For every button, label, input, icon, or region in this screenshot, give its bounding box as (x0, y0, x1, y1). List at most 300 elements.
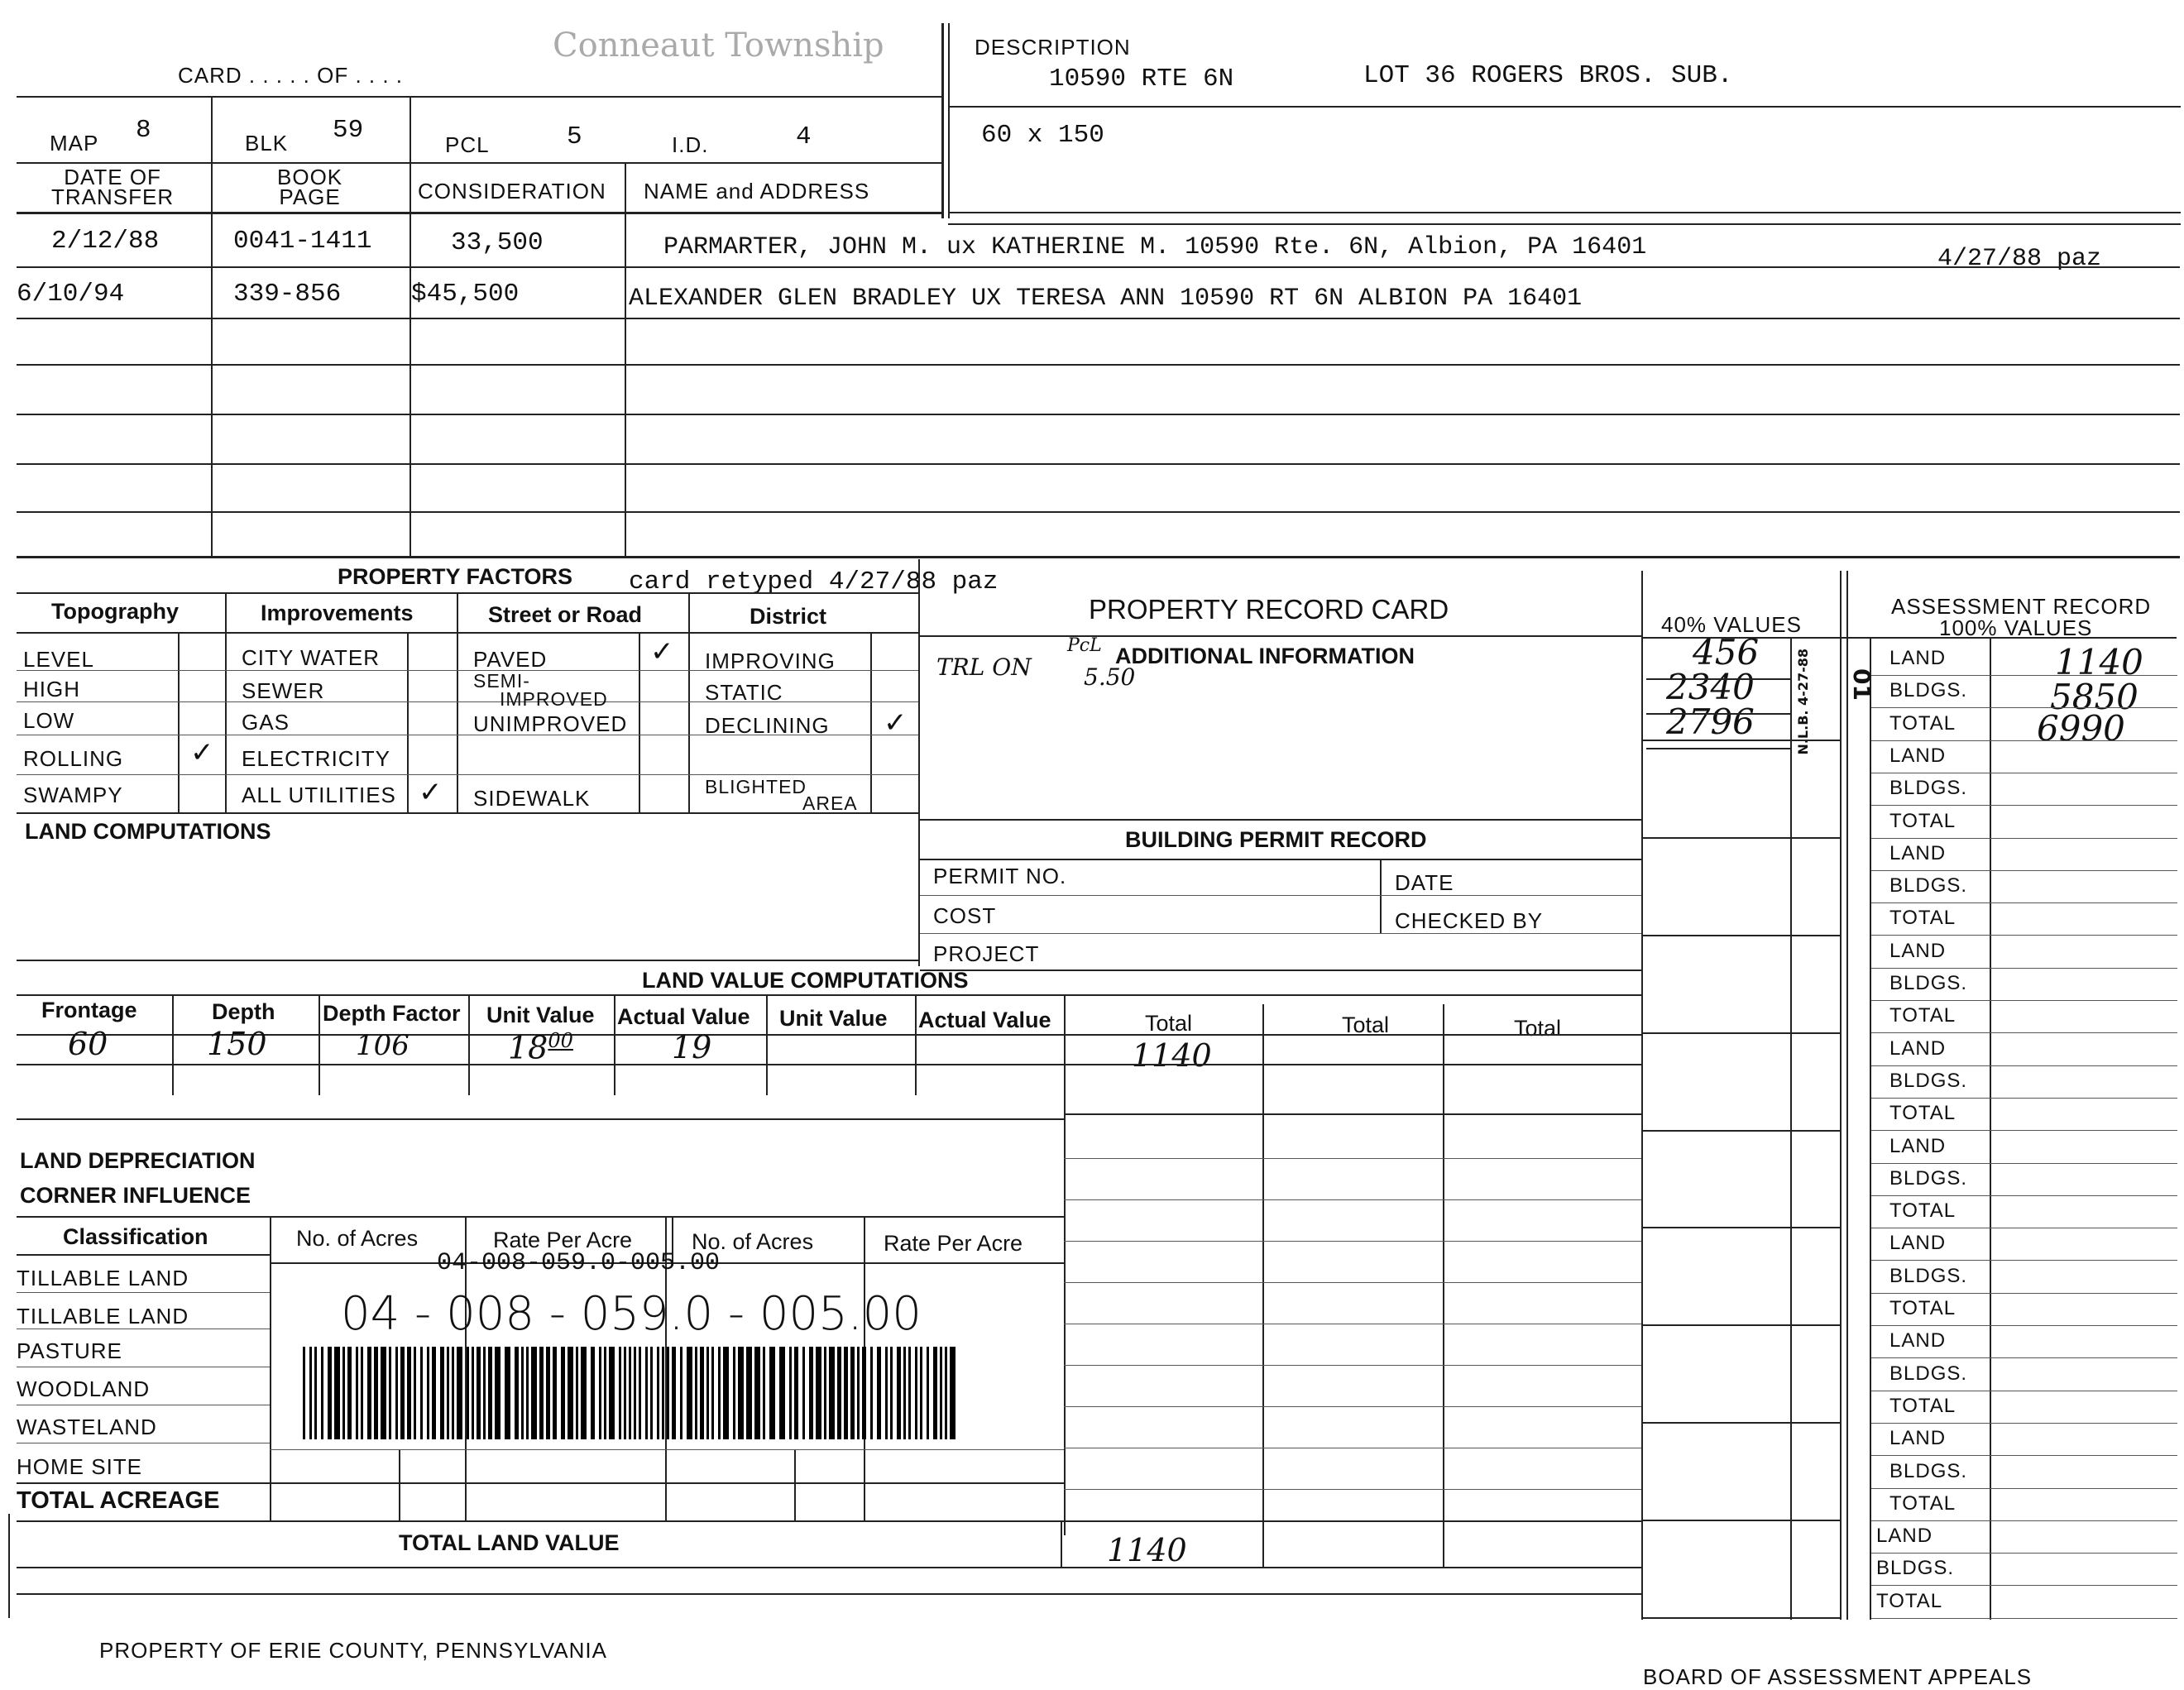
forty-land-value: 456 (1693, 632, 1760, 673)
assessment-row-rule (1871, 805, 2177, 806)
lvc-col-8 (1262, 1004, 1264, 1567)
acre-top-rule (17, 1216, 1064, 1218)
col-consid-left (410, 98, 411, 557)
additional-info-label: ADDITIONAL INFORMATION (1115, 644, 1415, 668)
pf-header-district: District (750, 604, 827, 629)
barcode-bar (877, 1347, 881, 1439)
form-left-edge (8, 1514, 10, 1618)
assessment-row-rule (1871, 870, 2177, 871)
barcode-bar (452, 1347, 454, 1439)
assessment-bldgs-label: BLDGS. (1889, 1166, 1968, 1190)
forty-values-group-rule (1643, 1130, 1842, 1132)
total-land-value-label: TOTAL LAND VALUE (399, 1530, 620, 1555)
assessment-total-label: TOTAL (1889, 907, 1956, 930)
assessment-row-rule (1871, 1455, 2177, 1456)
header-book-page: BOOK PAGE (277, 165, 343, 209)
barcode-bar (457, 1347, 462, 1439)
barcode-bar (367, 1347, 371, 1439)
barcode-bar (723, 1347, 729, 1439)
assessment-inner-rule (1870, 637, 1871, 1620)
pf-header-rule (17, 632, 918, 634)
forty-values-group-rule (1643, 1324, 1842, 1326)
assessment-row-rule (1871, 1195, 2177, 1196)
pf-col-2 (457, 594, 458, 812)
assessment-total-label: TOTAL (1889, 711, 1956, 735)
handwritten-pcl: PcL (1067, 635, 1102, 656)
lvc-unit-value (508, 1029, 573, 1066)
home-site-top-rule (270, 1449, 1064, 1450)
barcode-bar (356, 1347, 358, 1439)
land-computations-label: LAND COMPUTATIONS (25, 819, 271, 844)
barcode-bar (568, 1347, 573, 1439)
assessment-row-rule (1871, 902, 2177, 903)
assessment-row-rule (1871, 1553, 2177, 1554)
class-rule-6 (17, 1482, 1064, 1484)
blk-value: 59 (333, 116, 364, 145)
assessment-bldgs-label: BLDGS. (1889, 1459, 1968, 1482)
assessment-land-label: LAND (1889, 1329, 1947, 1352)
transfer-2-consideration: $45,500 (411, 280, 520, 309)
hundred-bldgs-value: 5850 (2050, 677, 2138, 717)
lvc-header-depth-factor: Depth Factor (323, 1001, 461, 1026)
barcode-bar (477, 1347, 481, 1439)
district-static: STATIC (705, 680, 783, 705)
topo-rolling-check: ✓ (190, 736, 214, 769)
assessment-land-label: LAND (1889, 647, 1947, 669)
assessment-land-label: LAND (1889, 1232, 1947, 1255)
assessment-land-label: LAND (1889, 939, 1947, 962)
hundred-land-value: 1140 (2055, 642, 2143, 682)
barcode-bar (763, 1347, 765, 1439)
pf-col-3 (688, 594, 690, 812)
lvc-header-total-2: Total (1342, 1013, 1390, 1037)
barcode-bar (824, 1347, 826, 1439)
blk-label: BLK (245, 131, 289, 156)
barcode-bar (789, 1347, 792, 1439)
tlv-bottom-rule (17, 1567, 1641, 1568)
lvc-right-row-rule (1064, 1199, 1641, 1200)
description-lot: LOT 36 ROGERS BROS. SUB. (1363, 61, 1733, 90)
forty-bldgs-value: 2340 (1666, 667, 1755, 707)
barcode-bar (374, 1347, 378, 1439)
values-mid-rule (1790, 637, 1792, 1620)
barcode-bar (488, 1347, 492, 1439)
barcode-bar (754, 1347, 760, 1439)
land-depreciation-label: LAND DEPRECIATION (20, 1148, 256, 1173)
lvc-depth-factor-value: 106 (356, 1029, 410, 1062)
barcode-bar (389, 1347, 391, 1439)
assessment-total-label: TOTAL (1889, 809, 1956, 832)
street-paved: PAVED (473, 647, 548, 672)
values-left-rule (1641, 571, 1643, 1620)
barcode-bar (581, 1347, 587, 1439)
class-pasture: PASTURE (17, 1338, 122, 1363)
topo-high: HIGH (23, 677, 80, 701)
street-sidewalk: SIDEWALK (473, 786, 591, 811)
assessment-row-rule (1871, 740, 2177, 741)
barcode-bar (420, 1347, 423, 1439)
map-row-rule (17, 162, 943, 164)
barcode-bar (862, 1347, 866, 1439)
street-semi: SEMI- (473, 670, 530, 692)
class-wasteland: WASTELAND (17, 1415, 157, 1439)
barcode-bar (321, 1347, 323, 1439)
topo-swampy: SWAMPY (23, 783, 123, 807)
card-label: CARD . . . . . OF . . . . (178, 63, 404, 88)
assessment-row-rule (1871, 1423, 2177, 1424)
barcode-bar (802, 1347, 805, 1439)
header-rule (17, 96, 943, 98)
assessment-total-label: TOTAL (1889, 1394, 1956, 1417)
barcode-bar (539, 1347, 544, 1439)
footer-right: BOARD OF ASSESSMENT APPEALS (1643, 1664, 2033, 1689)
description-address: 10590 RTE 6N (1049, 65, 1234, 93)
barcode-bar (521, 1347, 524, 1439)
barcode-bar (718, 1347, 721, 1439)
initials-date-stamp: N.L.B. 4-27-88 (1795, 649, 1811, 755)
barcode-bar (680, 1347, 682, 1439)
barcode-bar (850, 1347, 855, 1439)
assessment-left-rule-2 (1846, 571, 1848, 1620)
assessment-row-rule (1871, 1520, 2177, 1521)
forty-total-value: 2796 (1666, 701, 1755, 742)
pcl-label: PCL (445, 132, 490, 157)
barcode-bar (687, 1347, 692, 1439)
lvc-right-row-rule (1064, 1282, 1641, 1283)
barcode-bar (347, 1347, 352, 1439)
header-divider-2 (948, 23, 950, 218)
assessment-row-rule (1871, 1098, 2177, 1099)
property-factors-title: PROPERTY FACTORS (338, 564, 573, 589)
barcode-bar (472, 1347, 474, 1439)
assessment-bldgs-label: BLDGS. (1889, 1069, 1968, 1092)
acre-header-classification: Classification (63, 1224, 208, 1249)
lvc-right-row-rule (1064, 1241, 1641, 1242)
acre-col-home-2 (794, 1449, 796, 1522)
assessment-total-label: TOTAL (1889, 1004, 1956, 1027)
topo-low: LOW (23, 708, 75, 733)
assessment-row-rule (1871, 675, 2177, 676)
barcode-bar (769, 1347, 775, 1439)
permit-col-divider (1380, 860, 1382, 933)
assessment-row-rule (1871, 1618, 2177, 1619)
footer-left: PROPERTY OF ERIE COUNTY, PENNSYLVANIA (99, 1638, 607, 1663)
assessment-row-rule (1871, 1130, 2177, 1131)
pf-check-col-3 (639, 634, 640, 812)
barcode-bar (546, 1347, 550, 1439)
barcode-bar (515, 1347, 519, 1439)
assessment-land-label: LAND (1889, 1134, 1947, 1157)
class-rule-1 (17, 1292, 270, 1293)
record-card-title: PROPERTY RECORD CARD (1089, 594, 1449, 625)
header-date-of-transfer: DATE OF TRANSFER (51, 165, 175, 209)
hundred-total-value: 6990 (2037, 708, 2125, 749)
transfer-1-book: 0041-1411 (233, 227, 372, 256)
total-acreage-rule (17, 1520, 1641, 1522)
impr-all-utilities-check: ✓ (419, 776, 443, 809)
col-name-left (625, 164, 626, 557)
barcode-bar (483, 1347, 486, 1439)
lvc-actual-value: 19 (672, 1029, 712, 1065)
transfer-rule-5 (17, 463, 2180, 465)
corner-influence-label: CORNER INFLUENCE (20, 1183, 251, 1208)
record-card-rule (920, 635, 1641, 637)
transfer-header-rule-right (948, 212, 2181, 213)
assessment-bldgs-label: BLDGS. (1889, 1362, 1968, 1385)
assessment-row-rule (1871, 968, 2177, 969)
barcode-bar (940, 1347, 942, 1439)
barcode-bar (672, 1347, 676, 1439)
acre-header-rate-2: Rate Per Acre (884, 1231, 1023, 1256)
forty-values-group-rule (1643, 1227, 1842, 1228)
dimensions: 60 x 150 (981, 121, 1104, 150)
lvc-unit-value-dollars: 18 (508, 1029, 548, 1066)
district-area: AREA (802, 792, 858, 814)
assessment-row-rule (1871, 935, 2177, 936)
transfer-rule-3 (17, 364, 2180, 366)
lvc-right-row-rule (1064, 1158, 1641, 1159)
barcode-bar (624, 1347, 626, 1439)
class-tillable-2: TILLABLE LAND (17, 1304, 189, 1329)
barcode-bar (432, 1347, 436, 1439)
barcode-bar (657, 1347, 659, 1439)
barcode-bar (915, 1347, 917, 1439)
transfer-rule-1 (17, 266, 2180, 268)
pf-bottom-rule (17, 812, 918, 814)
street-unimproved: UNIMPROVED (473, 711, 628, 736)
barcode-bar (609, 1347, 615, 1439)
barcode-bar (950, 1347, 956, 1439)
assessment-row-rule (1871, 707, 2177, 708)
assessment-row-rule (1871, 1260, 2177, 1261)
class-tillable-1: TILLABLE LAND (17, 1266, 189, 1290)
hundred-values-label: 100% VALUES (1939, 615, 2093, 640)
assessment-total-label: TOTAL (1889, 1102, 1956, 1125)
barcode-bar (897, 1347, 901, 1439)
tlv-col-1 (1061, 1520, 1062, 1567)
lvc-row-rule-1 (17, 1064, 1641, 1065)
lvc-col-2 (318, 996, 320, 1095)
total-land-value-amount: 1140 (1107, 1532, 1187, 1568)
pcl-value: 5 (567, 122, 582, 151)
assessment-bldgs-label: BLDGS. (1889, 972, 1968, 994)
lvc-col-3 (468, 996, 470, 1095)
assessment-row-rule (1871, 1325, 2177, 1326)
district-improving: IMPROVING (705, 649, 836, 673)
transfer-1-note: 4/27/88 paz (1937, 245, 2102, 273)
barcode-bar (314, 1347, 317, 1439)
barcode-bar (738, 1347, 744, 1439)
barcode-bar (857, 1347, 860, 1439)
topo-level: LEVEL (23, 647, 94, 672)
barcode-bar (361, 1347, 363, 1439)
assessment-land-label: LAND (1889, 841, 1947, 864)
barcode-bar (531, 1347, 537, 1439)
retyped-note: card retyped 4/27/88 paz (629, 567, 999, 596)
permit-header-rule (920, 859, 1641, 860)
barcode-bar (650, 1347, 653, 1439)
handwritten-trl-on: TRL ON (936, 653, 1032, 681)
lvc-col-9 (1443, 1004, 1444, 1567)
permit-cost-label: COST (933, 903, 997, 928)
barcode-bar (414, 1347, 416, 1439)
lvc-total-value: 1140 (1132, 1037, 1212, 1074)
barcode-bar (447, 1347, 449, 1439)
district-declining-check: ✓ (884, 706, 908, 740)
assessment-row-rule (1871, 1293, 2177, 1294)
assessment-value-rule (1990, 637, 1991, 1620)
barcode-bar (639, 1347, 641, 1439)
barcode-bar (591, 1347, 595, 1439)
barcode-bar (440, 1347, 444, 1439)
barcode-bar (334, 1347, 340, 1439)
barcode-bar (746, 1347, 752, 1439)
lvc-header-depth: Depth (212, 999, 275, 1024)
transfer-1-consideration: 33,500 (451, 228, 544, 257)
assessment-row-rule (1871, 1488, 2177, 1489)
lvc-header-frontage: Frontage (41, 998, 137, 1022)
assessment-row-rule (1871, 1163, 2177, 1164)
form-bottom-rule (17, 1593, 1641, 1595)
lvc-unit-value-cents: 00 (548, 1029, 573, 1052)
township-name: Conneaut Township (553, 26, 884, 65)
impr-electricity: ELECTRICITY (242, 746, 391, 771)
side-mark: 01 (1848, 668, 1875, 701)
barcode-bar (733, 1347, 735, 1439)
transfer-1-date: 2/12/88 (51, 227, 160, 256)
transfer-2-name: ALEXANDER GLEN BRADLEY UX TERESA ANN 10590 RT 6N ALBION PA 16401 (629, 285, 1583, 313)
forty-values-group-rule (1643, 1520, 1842, 1521)
permit-checked-by-label: CHECKED BY (1395, 908, 1544, 933)
impr-sewer: SEWER (242, 678, 325, 703)
total-acreage-label: TOTAL ACREAGE (17, 1487, 220, 1514)
land-comp-bottom-rule (17, 960, 918, 961)
assessment-land-label: LAND (1889, 744, 1947, 767)
barcode-bar (662, 1347, 664, 1439)
barcode-bar (794, 1347, 798, 1439)
header-consideration: CONSIDERATION (418, 179, 606, 203)
id-label: I.D. (672, 132, 709, 157)
pf-header-improvements: Improvements (261, 601, 414, 625)
assessment-total-label: TOTAL (1889, 1491, 1956, 1515)
permit-no-label: PERMIT NO. (933, 864, 1067, 888)
barcode-bar (706, 1347, 709, 1439)
transfer-rule-6 (17, 511, 2180, 513)
barcode-bar (695, 1347, 697, 1439)
pf-check-col-4 (870, 634, 872, 812)
pf-check-col-2 (407, 634, 409, 812)
assessment-bldgs-label: BLDGS. (1889, 1264, 1968, 1287)
forty-values-row-rule (1646, 713, 1790, 715)
lvc-header-total-1: Total (1145, 1011, 1193, 1036)
lvc-top-rule (920, 969, 1641, 971)
assessment-record-label: ASSESSMENT RECORD (1891, 594, 2152, 619)
transfer-header-rule (17, 212, 943, 214)
lvc-col-7 (1064, 996, 1066, 1535)
acre-header-rule-left (17, 1254, 270, 1256)
transfer-header-rule-right-2 (948, 223, 2181, 225)
barcode-bar (303, 1347, 305, 1439)
col-book-left (211, 98, 213, 557)
barcode-bar (576, 1347, 578, 1439)
forty-values-row-rule (1646, 678, 1790, 680)
class-woodland: WOODLAND (17, 1376, 151, 1401)
class-home-site: HOME SITE (17, 1454, 143, 1479)
lvc-right-row-rule (1064, 1406, 1641, 1407)
barcode-bar (599, 1347, 601, 1439)
barcode-bar (829, 1347, 835, 1439)
pf-check-col-1 (178, 634, 180, 812)
barcode-bar (920, 1347, 922, 1439)
description-label: DESCRIPTION (975, 35, 1131, 60)
assessment-total-label: TOTAL (1876, 1589, 1943, 1612)
lvc-frontage-value: 60 (68, 1026, 108, 1062)
transfer-rule-4 (17, 414, 2180, 415)
barcode-bar (903, 1347, 906, 1439)
assessment-bldgs-label: BLDGS. (1889, 874, 1968, 898)
lvc-col-6 (915, 996, 917, 1095)
permit-row-rule-2 (920, 933, 1641, 934)
permit-title: BUILDING PERMIT RECORD (1125, 827, 1427, 852)
permit-project-label: PROJECT (933, 941, 1040, 966)
id-value: 4 (796, 122, 812, 151)
barcode-bar (381, 1347, 386, 1439)
assessment-bldgs-label: BLDGS. (1876, 1557, 1955, 1580)
acre-header-no-acres-2: No. of Acres (692, 1229, 814, 1254)
parcel-handwritten: 04 - 008 - 059.0 - 005.00 (341, 1287, 922, 1341)
header-name-address: NAME and ADDRESS (644, 179, 870, 203)
forty-values-group-rule (1643, 1617, 1842, 1619)
section-rule (17, 556, 2180, 558)
lvc-header-unit-value-1: Unit Value (486, 1003, 595, 1027)
map-label: MAP (50, 131, 99, 156)
district-declining: DECLINING (705, 713, 830, 738)
barcode-bar (816, 1347, 821, 1439)
pf-title-rule (17, 592, 918, 594)
barcode-bar (505, 1347, 510, 1439)
barcode-bar (711, 1347, 714, 1439)
barcode-bar (467, 1347, 469, 1439)
barcode-bar (427, 1347, 429, 1439)
barcode-bar (495, 1347, 500, 1439)
forty-values-group-rule (1643, 935, 1842, 936)
barcode-bar (395, 1347, 398, 1439)
forty-values-label: 40% VALUES (1661, 612, 1802, 637)
desc-rule (948, 106, 2181, 108)
district-blighted: BLIGHTED (705, 776, 807, 797)
barcode-bar (844, 1347, 848, 1439)
assessment-row-rule (1871, 1000, 2177, 1001)
barcode-bar (700, 1347, 704, 1439)
barcode-bar (927, 1347, 929, 1439)
assessment-bldgs-label: BLDGS. (1889, 679, 1968, 702)
lvc-header-actual-value-1: Actual Value (617, 1004, 750, 1029)
barcode-bar (870, 1347, 873, 1439)
barcode-bar (779, 1347, 785, 1439)
street-improved: IMPROVED (500, 688, 608, 710)
permit-row-rule-1 (920, 895, 1641, 896)
barcode-bar (400, 1347, 405, 1439)
acre-col-home-1 (399, 1449, 400, 1522)
assessment-row-rule (1871, 1032, 2177, 1033)
assessment-total-label: TOTAL (1889, 1199, 1956, 1223)
barcode-bar (885, 1347, 888, 1439)
assessment-land-label: LAND (1889, 1037, 1947, 1060)
lvc-depth-value: 150 (207, 1026, 267, 1062)
barcode-bar (407, 1347, 411, 1439)
assessment-row-rule (1871, 1357, 2177, 1358)
forty-values-group-rule (1643, 740, 1842, 741)
